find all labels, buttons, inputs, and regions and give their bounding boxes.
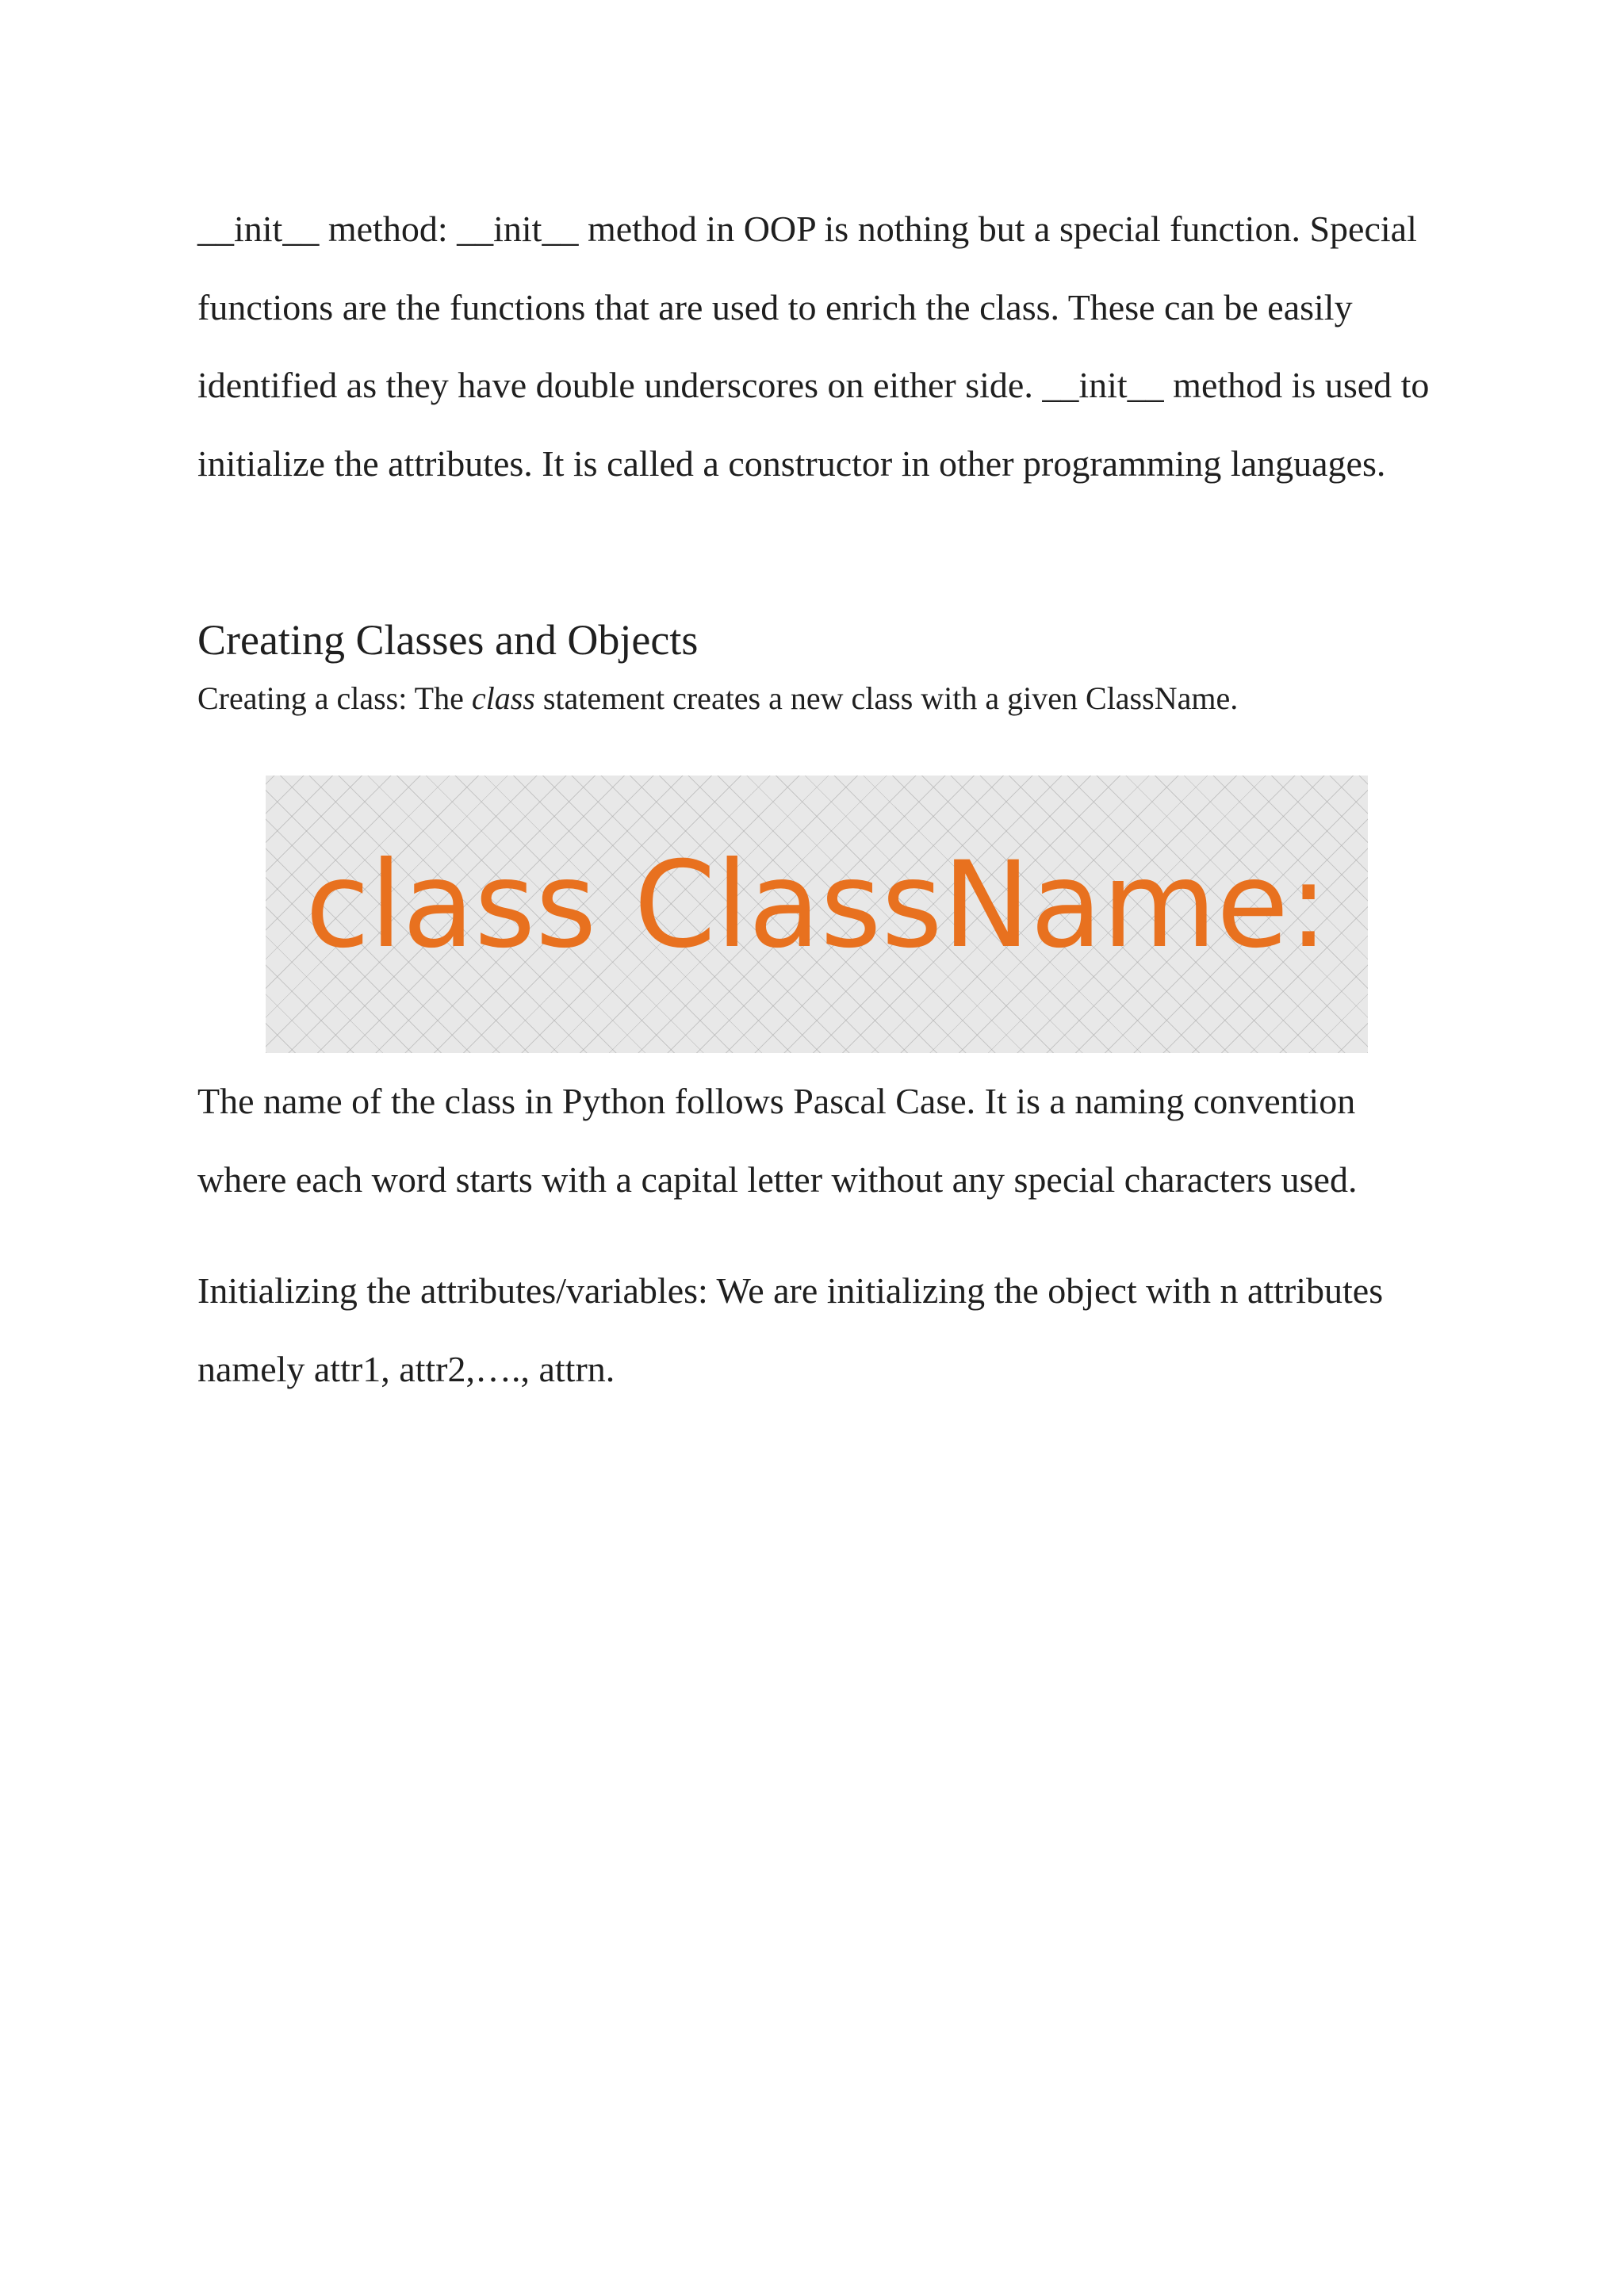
pascal-case-paragraph: The name of the class in Python follows Pascal Case. It is a naming convention where each word starts with a capital letter without any special characters used. [197, 1081, 1358, 1200]
creating-class-suffix: statement creates a new class with a given ClassName. [534, 680, 1239, 716]
page-content [197, 190, 1450, 1408]
section-heading: Creating Classes and Objects [197, 616, 699, 664]
creating-class-prefix: Creating a class: The [197, 680, 472, 716]
creating-class-line [197, 677, 1450, 720]
class-syntax-graphic [266, 776, 1368, 1053]
class-keyword: class [471, 680, 535, 716]
class-syntax-text: class ClassName: [305, 837, 1328, 975]
initializing-paragraph: Initializing the attributes/variables: We are initializing the object with n attributes namely attr1, attr2,…., attrn. [197, 1270, 1384, 1389]
class-syntax-image [266, 776, 1368, 1053]
intro-paragraph: __init__ method: __init__ method in OOP is nothing but a special function. Special functions are the functions that are used to enrich the class. These can be easily identified as they have double underscores on either side. __init__ method is used to initialize the attributes. It is called a constructor in other programming languages. [197, 209, 1430, 484]
